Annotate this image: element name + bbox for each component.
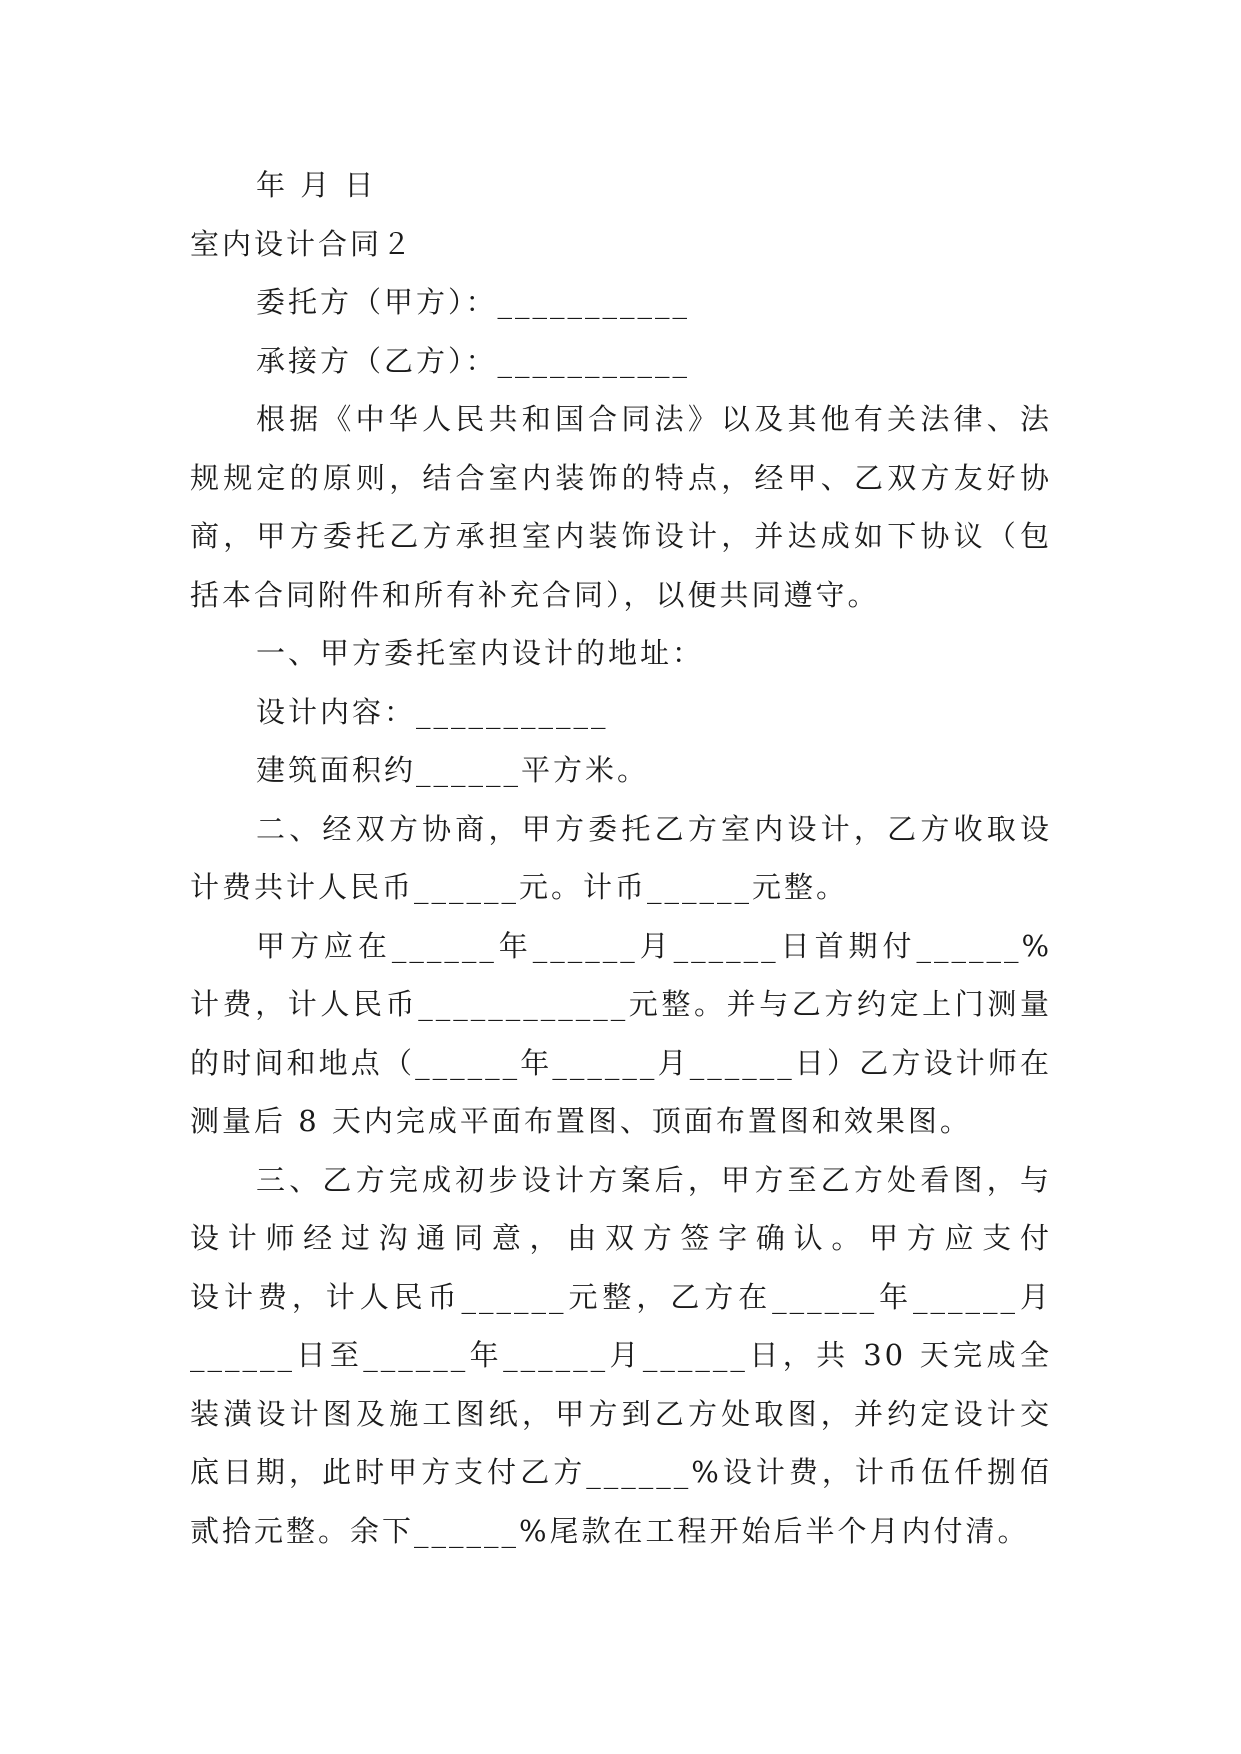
party-b-line: 承接方（乙方）：___________	[256, 343, 691, 378]
paragraph-line: 商，甲方委托乙方承担室内装饰设计，并达成如下协议（包	[190, 519, 1052, 553]
section-3-line: ______日至______年______月______日，共 30 天完成全	[190, 1338, 1052, 1372]
section-3-line: 三、乙方完成初步设计方案后，甲方至乙方处看图，与	[256, 1162, 1052, 1197]
building-area-line: 建筑面积约______平方米。	[256, 753, 650, 787]
section-3-line: 贰拾元整。余下______%尾款在工程开始后半个月内付清。	[190, 1513, 1030, 1548]
payment-line: 计费，计人民币____________元整。并与乙方约定上门测量	[190, 987, 1052, 1021]
payment-line: 甲方应在______年______月______日首期付______%	[256, 928, 1052, 963]
contract-text	[190, 156, 1052, 1560]
party-a-line: 委托方（甲方）：___________	[256, 285, 691, 319]
design-content-line: 设计内容：___________	[256, 694, 609, 729]
section-3-line: 设计费，计人民币______元整，乙方在______年______月	[190, 1279, 1052, 1314]
paragraph-line: 括本合同附件和所有补充合同），以便共同遵守。	[190, 577, 880, 612]
section-3-line: 底日期，此时甲方支付乙方______%设计费，计币伍仟捌佰	[190, 1455, 1052, 1489]
section-3-line: 装潢设计图及施工图纸，甲方到乙方处取图，并约定设计交	[190, 1396, 1052, 1431]
paragraph-line: 根据《中华人民共和国合同法》以及其他有关法律、法	[256, 402, 1052, 436]
date-line: 年 月 日	[256, 168, 377, 202]
section-2-line: 计费共计人民币______元。计币______元整。	[190, 870, 849, 904]
contract-title: 室内设计合同２	[190, 226, 415, 261]
paragraph-line: 规规定的原则，结合室内装饰的特点，经甲、乙双方友好协	[190, 460, 1052, 495]
section-2-line: 二、经双方协商，甲方委托乙方室内设计，乙方收取设	[256, 811, 1052, 846]
section-1-heading: 一、甲方委托室内设计的地址：	[256, 636, 705, 670]
payment-line: 测量后 8 天内完成平面布置图、顶面布置图和效果图。	[190, 1104, 972, 1138]
section-3-line: 设计师经过沟通同意，由双方签字确认。甲方应支付	[190, 1221, 1052, 1255]
payment-line: 的时间和地点（______年______月______日）乙方设计师在	[190, 1045, 1052, 1080]
